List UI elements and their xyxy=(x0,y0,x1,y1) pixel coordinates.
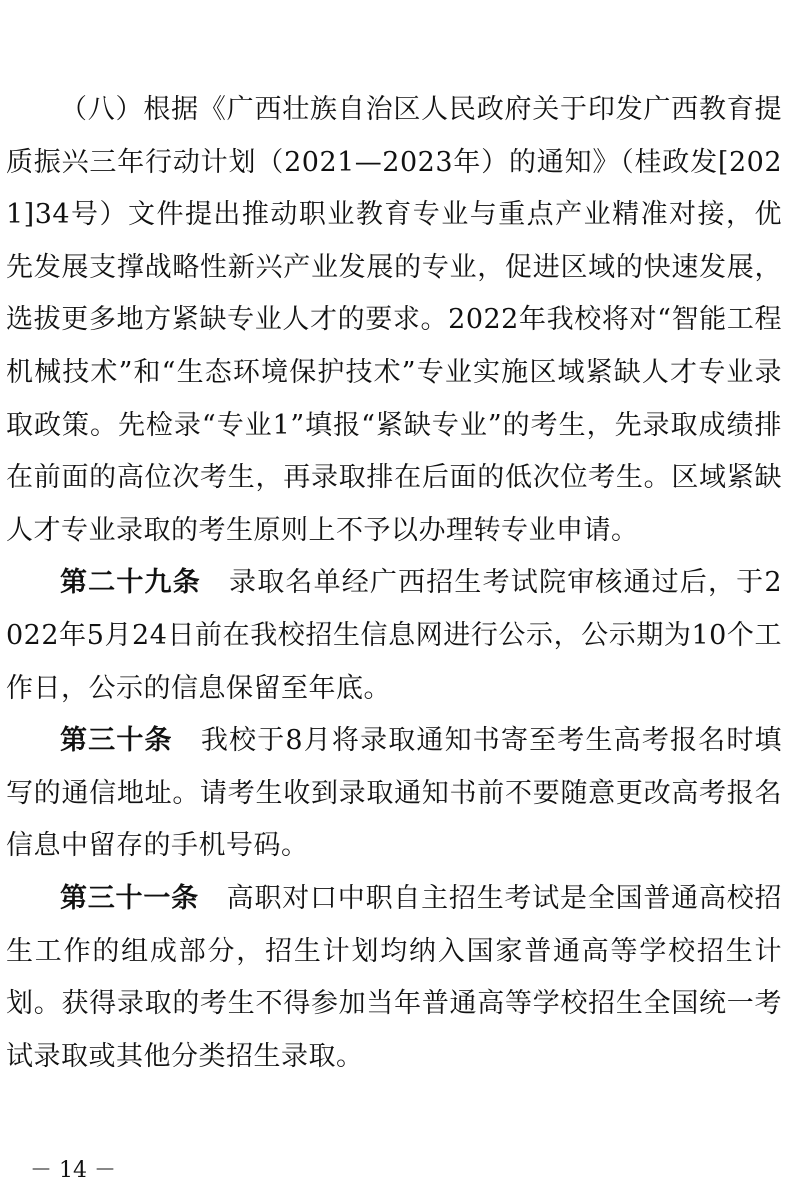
article-29-heading: 第二十九条 xyxy=(60,567,201,599)
paragraph-8 xyxy=(6,84,782,557)
article-29-text: 录取名单经广西招生考试院审核通过后，于2022年5月24日前在我校招生信息网进行公示，公示期为10个工作日，公示的信息保留至年底。 xyxy=(6,567,783,704)
article-30-heading: 第三十条 xyxy=(60,725,173,757)
article-30-text: 我校于8月将录取通知书寄至考生高考报名时填写的通信地址。请考生收到录取通知书前不要随意更改高考报名信息中留存的手机号码。 xyxy=(6,725,783,862)
paragraph-8-text: （八）根据《广西壮族自治区人民政府关于印发广西教育提质振兴三年行动计划（2021—2023年）的通知》（桂政发[2021]34号）文件提出推动职业教育专业与重点产业精准对接，优先发展支撑战略性新兴产业发展的专业，促进区域的快速发展，选拔更多地方紧缺专业人才的要求。2022年我校将对“智能工程机械技术”和“生态环境保护技术”专业实施区域紧缺人才专业录取政策。先检录“专业1”填报“紧缺专业”的考生，先录取成绩排在前面的高位次考生，再录取排在后面的低次位考生。区域紧缺人才专业录取的考生原则上不予以办理转专业申请。 xyxy=(6,94,782,546)
article-29 xyxy=(6,557,782,715)
article-31-heading: 第三十一条 xyxy=(60,882,199,914)
article-31-text: 高职对口中职自主招生考试是全国普通高校招生工作的组成部分，招生计划均纳入国家普通高等学校招生计划。获得录取的考生不得参加当年普通高等学校招生全国统一考试录取或其他分类招生录取。 xyxy=(6,882,783,1072)
document-body xyxy=(6,84,782,1083)
page-number: － 14 － xyxy=(30,1158,116,1183)
article-31 xyxy=(6,873,782,1083)
article-30 xyxy=(6,715,782,873)
